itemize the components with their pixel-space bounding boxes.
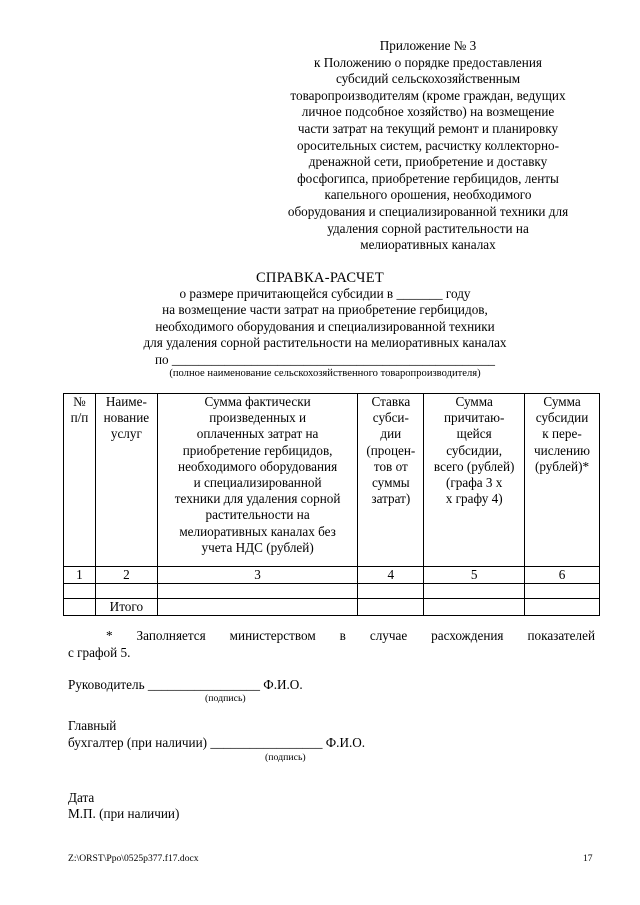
- empty-cell: [64, 599, 96, 616]
- empty-cell: [525, 584, 600, 599]
- annex-line: субсидий сельскохозяйственным: [335, 71, 521, 87]
- column-number-cell: 1: [64, 567, 96, 584]
- document-title: СПРАВКА-РАСЧЕТ: [255, 270, 385, 286]
- footer-file-path: Z:\ORST\Ppo\0525p377.f17.docx: [68, 853, 199, 864]
- annex-line: удаления сорной растительности на: [327, 220, 529, 236]
- head-signature-hint: (подпись): [205, 693, 246, 704]
- page-number: 17: [583, 853, 593, 864]
- empty-cell: [424, 584, 525, 599]
- annex-line: дренажной сети, приобретение и доставку: [308, 154, 548, 170]
- subtitle-line: по _________________________________________________: [154, 351, 496, 367]
- total-row: [64, 599, 600, 616]
- column-number-cell: 6: [525, 567, 600, 584]
- document-subtitle: [100, 286, 550, 368]
- annex-line: части затрат на текущий ремонт и планировку: [297, 120, 559, 136]
- header-cell-subsidy-transfer: Сумма субсидии к пере- числению (рублей)*: [525, 394, 600, 567]
- annex-line: товаропроизводителям (кроме граждан, ведущих: [290, 87, 566, 103]
- header-cell-actual-costs: Сумма фактически произведенных и оплаченных затрат на приобретение гербицидов, необходимого оборудования и специализированной техники для удаления сорной растительности на мелиоративных каналах без учета НДС (рублей): [157, 394, 358, 567]
- header-cell-subsidy-due: Сумма причитаю- щейся субсидии, всего (рублей) (графа 3 х х графу 4): [424, 394, 525, 567]
- producer-name-hint: (полное наименование сельскохозяйственного товаропроизводителя): [169, 368, 481, 379]
- footnote: [68, 627, 595, 661]
- empty-cell: [525, 599, 600, 616]
- subtitle-line: необходимого оборудования и специализированной техники: [155, 318, 495, 334]
- empty-cell: [64, 584, 96, 599]
- empty-cell: [157, 599, 358, 616]
- table-header-row: [64, 394, 600, 567]
- empty-cell: [424, 599, 525, 616]
- annex-header: [262, 38, 594, 254]
- annex-line: оборудования и специализированной техники для: [287, 203, 569, 219]
- empty-cell: [95, 584, 157, 599]
- annex-line: личное подсобное хозяйство) на возмещение: [301, 104, 555, 120]
- header-cell-service-name: Наиме- нование услуг: [95, 394, 157, 567]
- subtitle-line: на возмещение части затрат на приобретение гербицидов,: [162, 302, 488, 318]
- column-number-cell: 2: [95, 567, 157, 584]
- annex-line: Приложение № 3: [379, 38, 477, 53]
- column-number-cell: 3: [157, 567, 358, 584]
- head-signature-line: Руководитель _________________ Ф.И.О.: [68, 677, 303, 692]
- annex-line: к Положению о порядке предоставления: [314, 54, 542, 70]
- annex-line: оросительных систем, расчистку коллекторно-: [296, 137, 560, 153]
- empty-cell: [358, 599, 424, 616]
- subtitle-line: о размере причитающейся субсидии в _______ году: [179, 286, 471, 301]
- empty-cell: [358, 584, 424, 599]
- footnote-line: * Заполняется министерством в случае расхождения показателей: [106, 628, 595, 643]
- header-cell-number: № п/п: [64, 394, 96, 567]
- empty-cell: [157, 584, 358, 599]
- annex-line: мелиоративных каналах: [360, 237, 496, 253]
- annex-line: капельного орошения, необходимого: [324, 187, 532, 203]
- column-number-row: [64, 567, 600, 584]
- column-number-cell: 4: [358, 567, 424, 584]
- chief-accountant-signature-line: бухгалтер (при наличии) _________________ Ф.И.О.: [68, 735, 366, 750]
- subtitle-line: для удаления сорной растительности на мелиоративных каналах: [143, 335, 507, 351]
- header-cell-subsidy-rate: Ставка субси- дии (процен- тов от суммы затрат): [358, 394, 424, 567]
- chief-accountant-title: Главный: [68, 718, 117, 733]
- column-number-cell: 5: [424, 567, 525, 584]
- table-row: [64, 584, 600, 599]
- calculation-table: [63, 393, 600, 616]
- chief-signature-hint: (подпись): [265, 752, 306, 763]
- annex-line: фосфогипса, приобретение гербицидов, ленты: [297, 170, 559, 186]
- footnote-line: с графой 5.: [68, 645, 131, 660]
- stamp-label: М.П. (при наличии): [68, 806, 180, 821]
- total-label: Итого: [95, 599, 157, 616]
- date-label: Дата: [68, 790, 95, 805]
